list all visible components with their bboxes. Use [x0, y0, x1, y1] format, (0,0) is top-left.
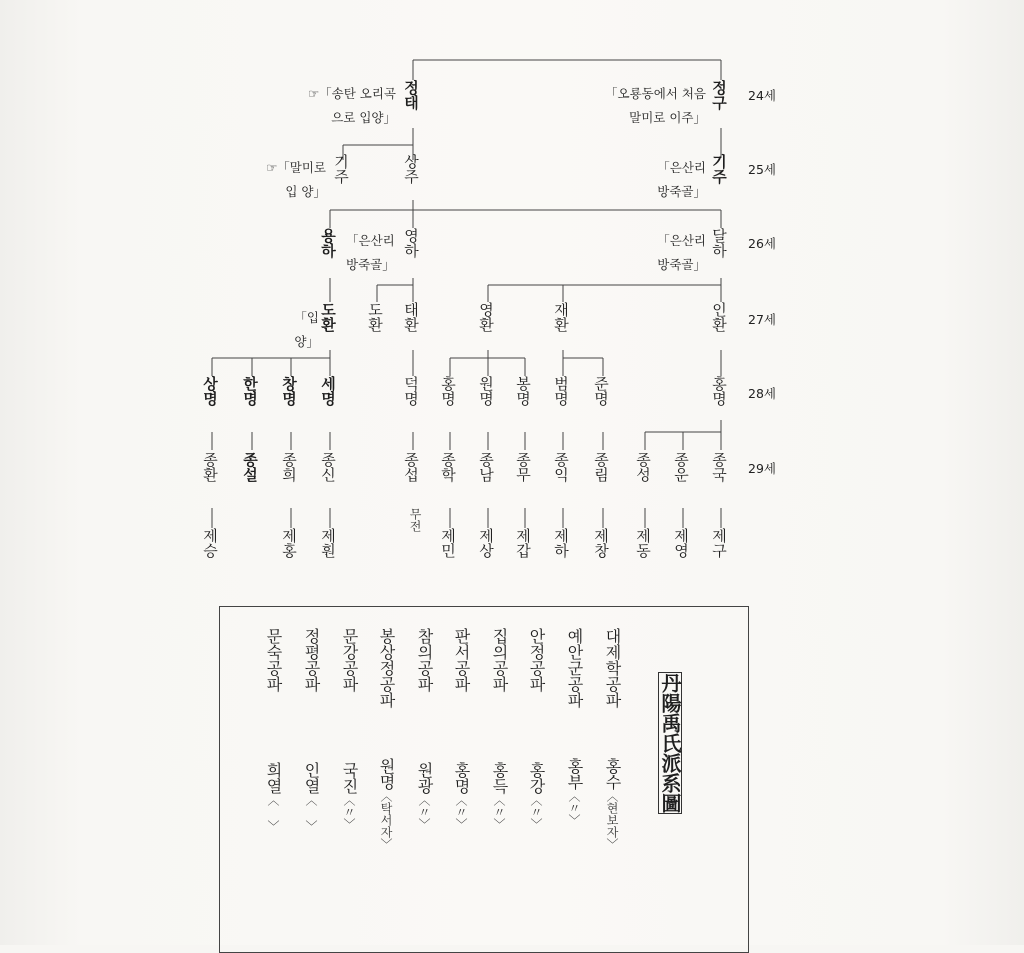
person-inhwan: 인환 [710, 302, 728, 332]
person-yongha: 용하 [319, 228, 337, 258]
person-giju: 기주 [332, 154, 350, 184]
person-jeonggu: 정구 [710, 80, 728, 110]
person-jeha: 제하 [552, 528, 570, 558]
generation-label-28: 28세 [748, 386, 776, 401]
person-dalha: 달하 [710, 228, 728, 258]
person-jedong: 제동 [634, 528, 652, 558]
branch-chart-title: 丹陽禹氏派系圖 [658, 673, 682, 813]
person-sangmyeong: 상명 [201, 376, 219, 406]
person-jehong: 제홍 [280, 528, 298, 558]
person-jongseop: 종섭 [402, 452, 420, 482]
generation-label-26: 26세 [748, 236, 776, 251]
note-dohwan: 「입 양」 [294, 310, 319, 349]
generation-label-29: 29세 [748, 461, 776, 476]
branch-column: 안정공파홍강〈〃〉 [527, 628, 546, 830]
note-jeongtae: ☞「송탄 오리곡 으로 입양」 [307, 86, 396, 125]
note-yongha: 「은산리 방죽골」 [346, 233, 395, 272]
generation-label-25: 25세 [748, 162, 776, 177]
person-bongmyeong: 봉명 [514, 376, 532, 406]
person-beommyeong: 범명 [552, 376, 570, 406]
person-yeongha: 영하 [402, 228, 420, 258]
branch-column: 판서공파홍명〈〃〉 [452, 628, 471, 830]
person-jechang: 제창 [592, 528, 610, 558]
person-dohwan2: 도환 [366, 302, 384, 332]
branch-column: 집의공파홍득〈〃〉 [490, 628, 509, 830]
note-jeonggu: 「오룡동에서 처음 말미로 이주」 [605, 86, 706, 125]
person-jeyeong: 제영 [672, 528, 690, 558]
generation-label-27: 27세 [748, 312, 776, 327]
person-jongik: 종익 [552, 452, 570, 482]
person-jonghui: 종희 [280, 452, 298, 482]
person-semyeong: 세명 [319, 376, 337, 406]
person-jongseong: 종성 [634, 452, 652, 482]
person-jongun: 종운 [672, 452, 690, 482]
person-jongnim: 종림 [592, 452, 610, 482]
person-dohwan: 도환 [319, 302, 337, 332]
person-jonghwan: 종환 [201, 452, 219, 482]
person-yeonghwan: 영환 [477, 302, 495, 332]
person-jaehwan: 재환 [552, 302, 570, 332]
person-jeseung: 제승 [201, 528, 219, 558]
person-sangju: 상주 [402, 154, 420, 184]
person-wonmyeong: 원명 [477, 376, 495, 406]
person-jemin: 제민 [439, 528, 457, 558]
branch-column: 문숙공파희열〈 〉 [264, 628, 283, 832]
branch-column: 정평공파인열〈 〉 [302, 628, 321, 832]
person-jongguk: 종국 [710, 452, 728, 482]
person-jonghak: 종학 [439, 452, 457, 482]
branch-column: 예안군공파홍부〈〃〉 [565, 628, 584, 826]
note-giju: ☞「말미로 입 양」 [266, 160, 326, 199]
person-jongsin: 종신 [319, 452, 337, 482]
person-jegu: 제구 [710, 528, 728, 558]
person-changmyeong: 창명 [280, 376, 298, 406]
person-jongseol: 종설 [241, 452, 259, 482]
person-taehwan: 태환 [402, 302, 420, 332]
person-hongmyeong2: 홍명 [710, 376, 728, 406]
person-jongnam: 종남 [477, 452, 495, 482]
branch-column: 참의공파원광〈〃〉 [415, 628, 434, 830]
note-dalha: 「은산리 방죽골」 [657, 233, 706, 272]
branch-column: 문강공파국진〈〃〉 [340, 628, 359, 830]
person-hongmyeong: 홍명 [439, 376, 457, 406]
person-jegap: 제갑 [514, 528, 532, 558]
person-jeongtae: 정태 [402, 80, 420, 110]
person-jongmu: 종무 [514, 452, 532, 482]
person-deokmyeong: 덕명 [402, 376, 420, 406]
person-jehwon: 제훤 [319, 528, 337, 558]
generation-label-24: 24세 [748, 88, 776, 103]
note-giju2: 「은산리 방죽골」 [657, 160, 706, 199]
person-junmyeong: 준명 [592, 376, 610, 406]
branch-column: 대제학공파홍수〈현보자〉 [603, 628, 622, 850]
person-giju2: 기주 [710, 154, 728, 184]
branch-column: 봉상정공파원명〈탁서자〉 [377, 628, 396, 850]
note-mujeon: 무전 [408, 508, 422, 532]
person-hanmyeong: 한명 [241, 376, 259, 406]
person-jesang: 제상 [477, 528, 495, 558]
